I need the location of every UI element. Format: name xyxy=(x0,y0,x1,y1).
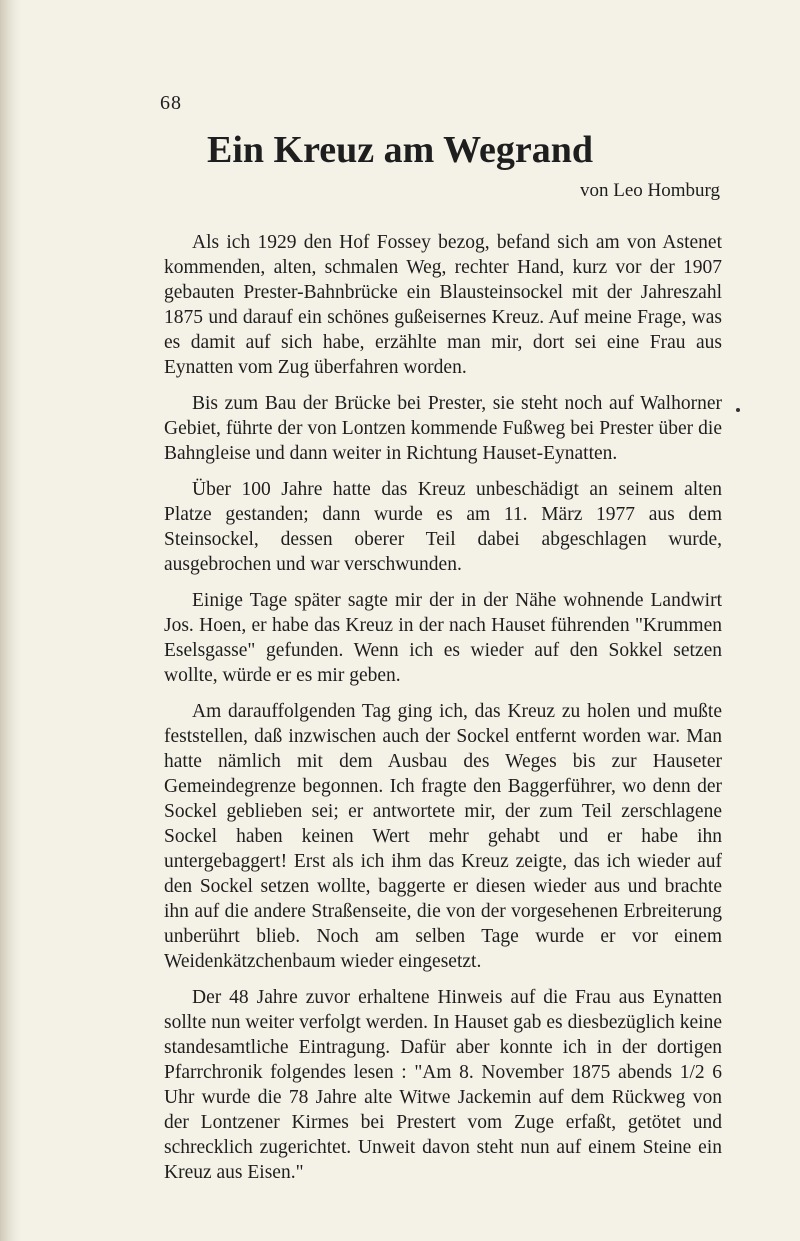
page-binding-edge xyxy=(0,0,22,1241)
paragraph: Als ich 1929 den Hof Fossey bezog, befand sich am von Astenet kommenden, alten, schmalen Weg, rechter Hand, kurz vor der 1907 gebauten Prester-Bahnbrücke ein Blausteinsockel mit der Jahreszahl 1875 und darauf ein schönes gußeisernes Kreuz. Auf meine Frage, was es damit auf sich habe, erzählte man mir, dort sei eine Frau aus Eynatten vom Zug überfahren worden. xyxy=(164,232,722,378)
paragraph: Einige Tage später sagte mir der in der Nähe wohnende Landwirt Jos. Hoen, er habe das Kreuz in der nach Hauset führenden "Krummen Eselsgasse" gefunden. Wenn ich es wieder auf den Sokkel setzen wollte, würde er es mir geben. xyxy=(164,590,722,686)
paragraph: Am darauffolgenden Tag ging ich, das Kreuz zu holen und mußte feststellen, daß inzwischen auch der Sockel entfernt worden war. Man hatte nämlich mit dem Ausbau des Weges bis zur Hauseter Gemeindegrenze begonnen. Ich fragte den Baggerführer, wo denn der Sockel geblieben sei; er antwortete mir, der zum Teil zerschlagene Sockel haben keinen Wert mehr gehabt und er habe ihn untergebaggert! Erst als ich ihm das Kreuz zeigte, das ich wieder auf den Sockel setzen wollte, baggerte er diesen wieder aus und brachte ihn auf die andere Straßenseite, die von der vorgesehenen Erbreiterung unberührt blieb. Noch am selben Tage wurde er vor einem Weidenkätzchenbaum wieder eingesetzt. xyxy=(164,701,722,972)
article-body xyxy=(164,230,722,1196)
paragraph: Über 100 Jahre hatte das Kreuz unbeschädigt an seinem alten Platze gestanden; dann wurde es am 11. März 1977 aus dem Steinsockel, dessen oberer Teil dabei abgeschlagen wurde, ausgebrochen und war verschwunden. xyxy=(164,479,722,575)
page-number: 68 xyxy=(160,92,182,114)
paragraph: Bis zum Bau der Brücke bei Prester, sie steht noch auf Walhorner Gebiet, führte der von Lontzen kommende Fußweg bei Prester über die Bahngleise und dann weiter in Richtung Hauset-Eynatten. xyxy=(164,393,722,464)
article-title: Ein Kreuz am Wegrand xyxy=(206,129,593,171)
margin-speck xyxy=(736,408,740,412)
paragraph: Der 48 Jahre zuvor erhaltene Hinweis auf die Frau aus Eynatten sollte nun weiter verfolgt werden. In Hauset gab es diesbezüglich keine standesamtliche Eintragung. Dafür aber konnte ich in der dortigen Pfarrchronik folgendes lesen : "Am 8. November 1875 abends 1/2 6 Uhr wurde die 78 Jahre alte Witwe Jackemin auf dem Rückweg von der Lontzener Kirmes bei Prestert vom Zuge erfaßt, getötet und schrecklich zugerichtet. Unweit davon steht nun auf einem Steine ein Kreuz aus Eisen." xyxy=(164,987,722,1183)
article-byline: von Leo Homburg xyxy=(579,180,720,201)
